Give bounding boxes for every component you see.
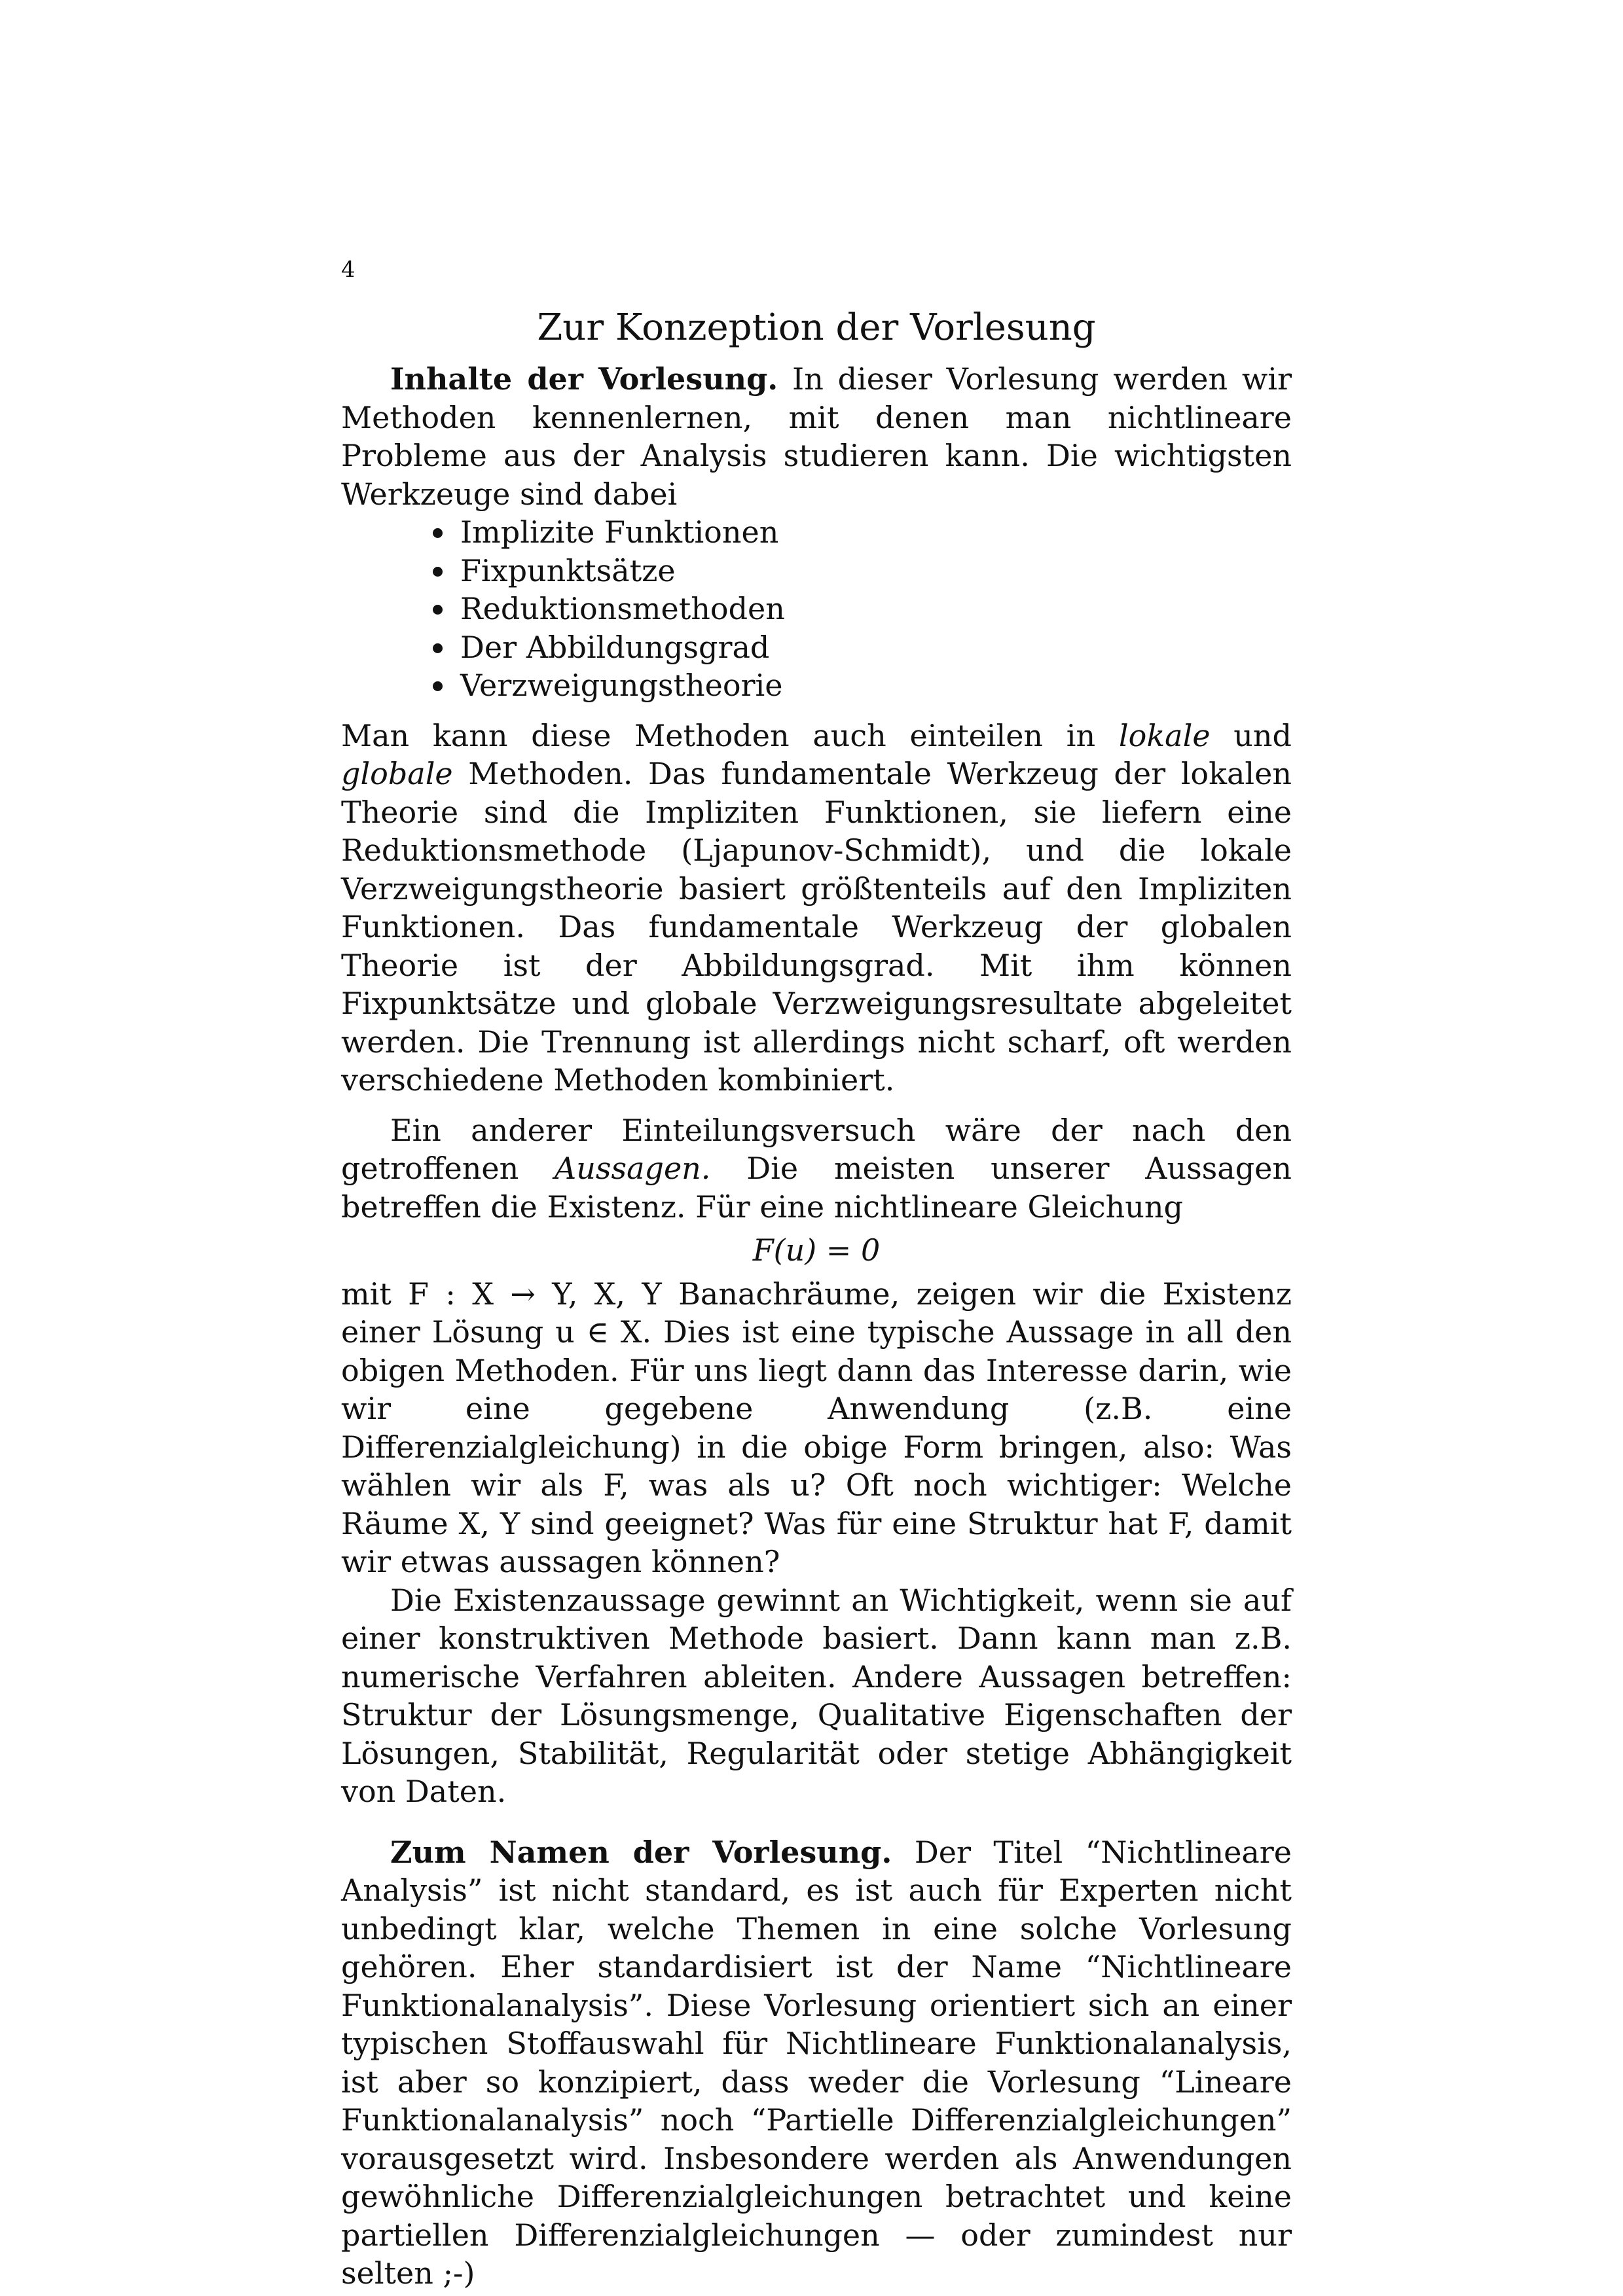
- list-item-text: Reduktionsmethoden: [460, 591, 785, 626]
- contents-heading: Inhalte der Vorlesung.: [390, 361, 778, 397]
- text-fragment: Man kann diese Methoden auch einteilen in: [341, 717, 1119, 753]
- text-fragment: Ein anderer Einteilungsversuch wäre der nach den getroffenen: [341, 1112, 1292, 1186]
- text-fragment: Die meisten unserer Aussagen betreffen die Existenz. Für eine nichtlineare Gleichung: [341, 1151, 1292, 1225]
- list-item: [433, 590, 1292, 628]
- bullet-icon: [433, 643, 443, 653]
- page-number: 4: [341, 257, 356, 283]
- list-item: [433, 552, 1292, 590]
- text-fragment: und: [1210, 717, 1292, 753]
- body-text: [341, 360, 1292, 2293]
- list-item: [433, 666, 1292, 705]
- name-heading: Zum Namen der Vorlesung.: [390, 1834, 892, 1870]
- list-item: [433, 513, 1292, 552]
- bullet-icon: [433, 605, 443, 615]
- bullet-icon: [433, 681, 443, 691]
- section-title: Zur Konzeption der Vorlesung: [537, 306, 1096, 349]
- contents-paragraph: [341, 360, 1292, 513]
- emphasis-lokale: lokale: [1118, 717, 1211, 753]
- list-item-text: Der Abbildungsgrad: [460, 629, 770, 665]
- list-item-text: Implizite Funktionen: [460, 514, 779, 550]
- name-text: Der Titel “Nichtlineare Analysis” ist nicht standard, es ist auch für Experten nicht unbedingt klar, welche Themen in eine solche Vorlesung gehören. Eher standardisiert ist der Name “Nichtlineare Funktionalanalysis”. Diese Vorlesung orientiert sich an einer typischen Stoffauswahl für Nichtlineare Funktionalanalysis, ist aber so konzipiert, dass weder die Vorlesung “Lineare Funktionalanalysis” noch “Partielle Differenzialgleichungen” vorausgesetzt wird. Insbesondere werden als Anwendungen gewöhnliche Differenzialgleichungen betrachtet und keine partiellen Differenzialgleichungen — oder zumindest nur selten ;-): [341, 1834, 1292, 2291]
- tools-list: [341, 513, 1292, 705]
- list-item: [433, 628, 1292, 667]
- list-item-text: Verzweigungstheorie: [460, 668, 783, 703]
- name-paragraph: [341, 1833, 1292, 2293]
- display-equation: F(u) = 0: [752, 1232, 881, 1268]
- emphasis-globale: globale: [341, 756, 453, 791]
- statements-paragraph: [341, 1111, 1292, 1227]
- emphasis-aussagen: Aussagen.: [555, 1151, 711, 1186]
- contents-intro: In dieser Vorlesung werden wir Methoden kennenlernen, mit denen man nichtlineare Probleme aus der Analysis studieren kann. Die wichtigsten Werkzeuge sind dabei: [341, 361, 1292, 512]
- bullet-icon: [433, 528, 443, 538]
- methods-paragraph: [341, 717, 1292, 1100]
- list-item-text: Fixpunktsätze: [460, 552, 676, 588]
- text-fragment: Methoden. Das fundamentale Werkzeug der lokalen Theorie sind die Impliziten Funktionen, sie liefern eine Reduktionsmethode (Ljapunov-Schmidt), und die lokale Verzweigungstheorie basiert größtenteils auf den Impliziten Funktionen. Das fundamentale Werkzeug der globalen Theorie ist der Abbildungsgrad. Mit ihm können Fixpunktsätze und globale Verzweigungsresultate abgeleitet werden. Die Trennung ist allerdings nicht scharf, oft werden verschiedene Methoden kombiniert.: [341, 756, 1292, 1098]
- existence-paragraph: mit F : X → Y, X, Y Banachräume, zeigen wir die Existenz einer Lösung u ∈ X. Dies ist eine typische Aussage in all den obigen Methoden. Für uns liegt dann das Interesse darin, wie wir eine gegebene Anwendung (z.B. eine Differenzialgleichung) in die obige Form bringen, also: Was wählen wir als F, was als u? Oft noch wichtiger: Welche Räume X, Y sind geeignet? Was für eine Struktur hat F, damit wir etwas aussagen können?: [341, 1276, 1292, 1579]
- constructive-paragraph: Die Existenzaussage gewinnt an Wichtigkeit, wenn sie auf einer konstruktiven Methode basiert. Dann kann man z.B. numerische Verfahren ableiten. Andere Aussagen betreffen: Struktur der Lösungsmenge, Qualitative Eigenschaften der Lösungen, Stabilität, Regularität oder stetige Abhängigkeit von Daten.: [341, 1582, 1292, 1809]
- bullet-icon: [433, 567, 443, 577]
